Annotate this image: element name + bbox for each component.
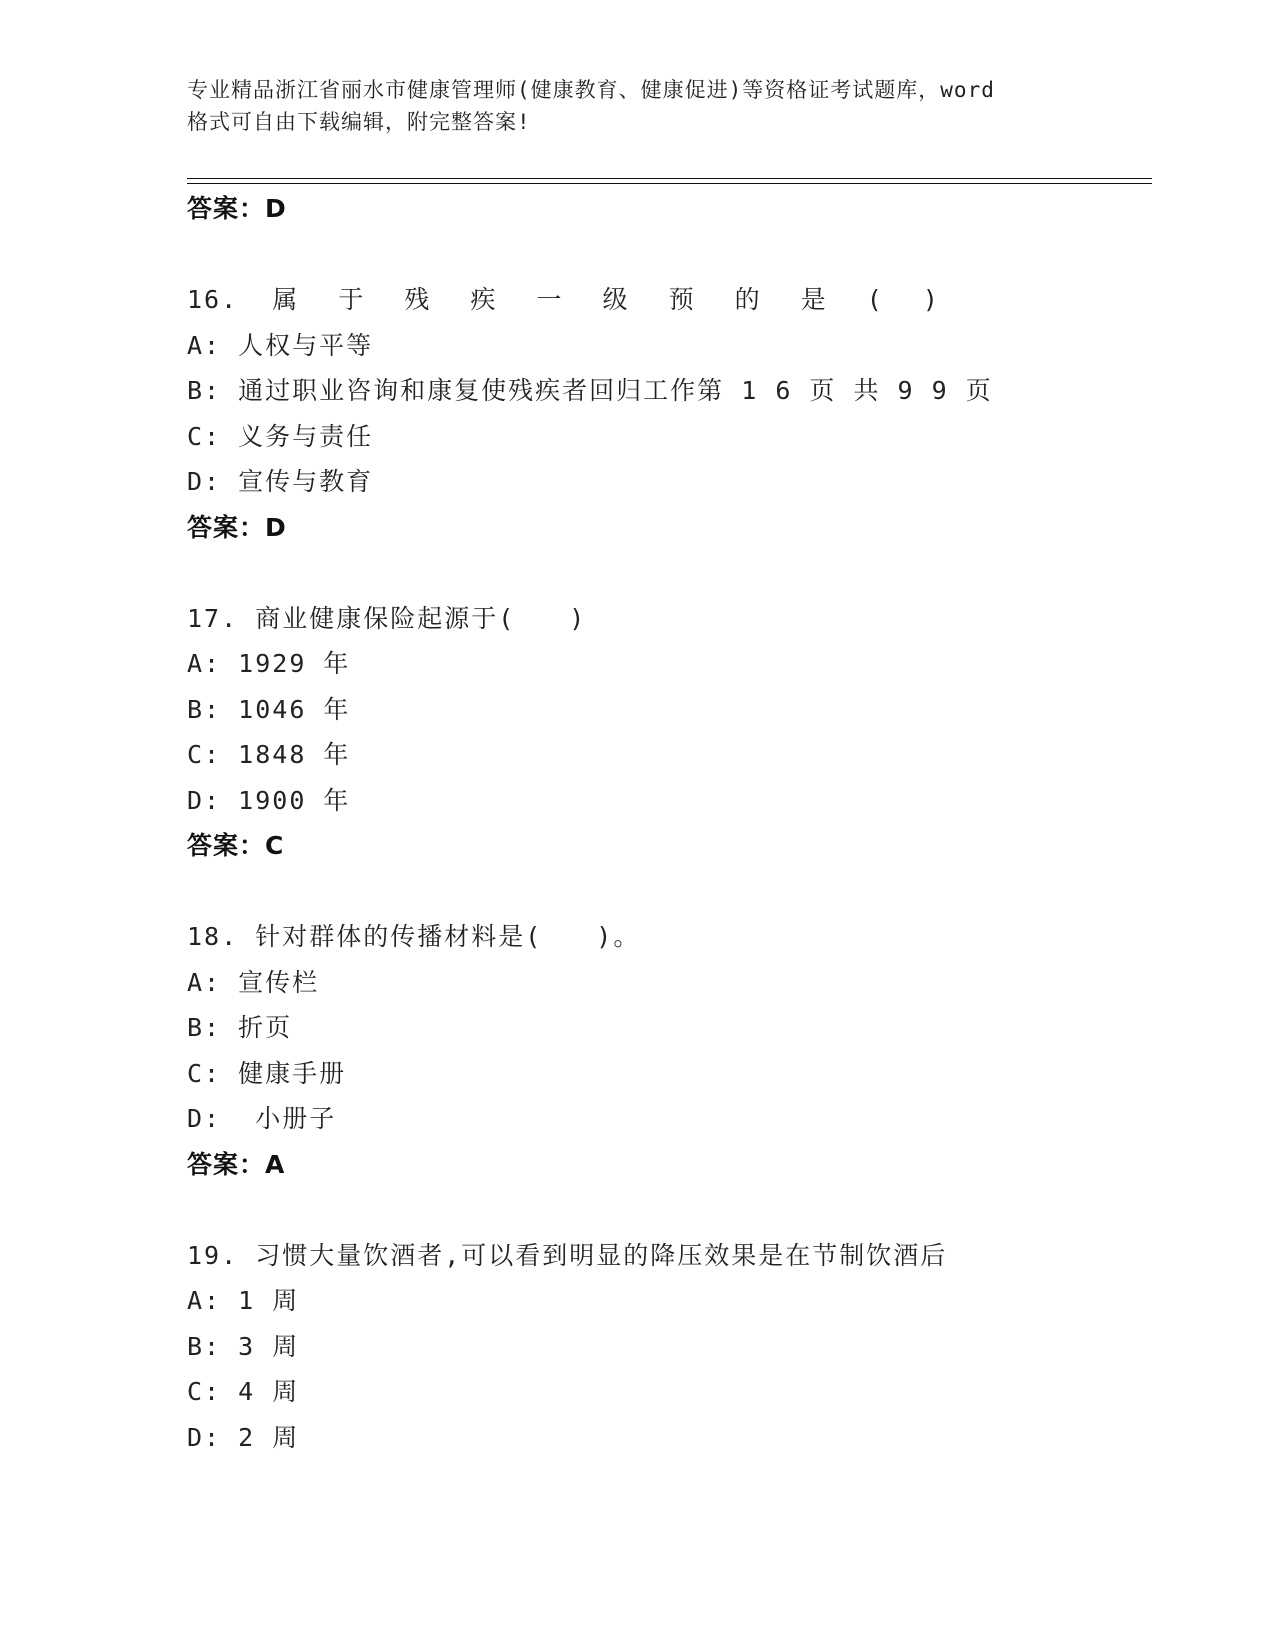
option-text: 宣传栏 [238,967,320,997]
option-label: D: [187,467,222,496]
spacer [187,869,1147,915]
question-number: 18. [187,922,239,951]
question-18 [187,914,1147,1187]
question-number: 16. [187,285,239,314]
question-stem [187,596,1147,642]
spacer [187,550,1147,596]
option-text: 4 周 [238,1377,300,1406]
option-label: A: [187,967,222,997]
option-text: 1900 年 [238,785,351,815]
question-number: 17. [187,603,239,633]
option-c [187,414,1147,460]
question-19 [187,1233,1147,1461]
question-text: 习惯大量饮酒者,可以看到明显的降压效果是在节制饮酒后 [255,1240,948,1270]
option-text: 1 周 [238,1286,300,1315]
option-text: 小册子 [238,1104,337,1133]
option-label: C: [187,1377,222,1406]
answer: 答案：C [187,831,285,860]
option-c [187,1051,1147,1097]
spacer [187,1187,1147,1233]
option-text: 义务与责任 [238,421,374,451]
question-list [187,186,1147,1460]
question-stem [187,1233,1147,1279]
option-label: D: [187,785,222,815]
option-text: 1929 年 [238,649,351,678]
option-d [187,459,1147,505]
question-stem [187,277,1147,323]
option-a [187,1278,1147,1324]
option-c [187,1369,1147,1415]
header-divider-top [187,178,1152,179]
option-text: 3 周 [238,1331,300,1361]
option-text: 人权与平等 [238,330,374,360]
question-text: 针对群体的传播材料是( )。 [255,922,641,951]
option-label: B: [187,1331,222,1361]
option-label: B: [187,1013,222,1042]
page-header [187,74,1087,138]
header-divider-bottom [187,183,1152,184]
question-17 [187,596,1147,869]
option-a [187,323,1147,369]
previous-answer: 答案：D [187,194,287,223]
option-text: 1046 年 [238,694,351,724]
option-text: 1848 年 [238,740,351,769]
option-d [187,778,1147,824]
option-a [187,960,1147,1006]
question-stem [187,914,1147,960]
option-text: 健康手册 [238,1058,347,1088]
option-a [187,641,1147,687]
option-label: D: [187,1104,222,1133]
option-d [187,1096,1147,1142]
option-text: 宣传与教育 [238,467,374,496]
question-text: 商业健康保险起源于( ) [255,603,587,633]
option-c [187,732,1147,778]
option-label: B: [187,376,222,405]
option-text: 2 周 [238,1422,300,1452]
option-label: A: [187,330,222,360]
option-text: 折页 [238,1013,293,1042]
question-16 [187,277,1147,550]
spacer [187,232,1147,278]
option-label: A: [187,1286,222,1315]
option-label: A: [187,649,222,678]
option-label: D: [187,1422,222,1452]
option-label: B: [187,694,222,724]
header-line-1: 专业精品浙江省丽水市健康管理师(健康教育、健康促进)等资格证考试题库，word [187,78,995,102]
option-b [187,368,1147,414]
option-d [187,1415,1147,1461]
option-label: C: [187,740,222,769]
option-label: C: [187,1058,222,1088]
option-label: C: [187,421,222,451]
option-text: 通过职业咨询和康复使残疾者回归工作第 1 6 页 共 9 9 页 [238,376,993,405]
answer: 答案：D [187,512,287,542]
option-b [187,687,1147,733]
header-line-2: 格式可自由下载编辑，附完整答案! [187,110,531,134]
question-text: 属 于 残 疾 一 级 预 的 是 ( ) [272,285,951,314]
question-number: 19. [187,1240,239,1270]
option-b [187,1324,1147,1370]
option-b [187,1005,1147,1051]
answer: 答案：A [187,1149,286,1179]
